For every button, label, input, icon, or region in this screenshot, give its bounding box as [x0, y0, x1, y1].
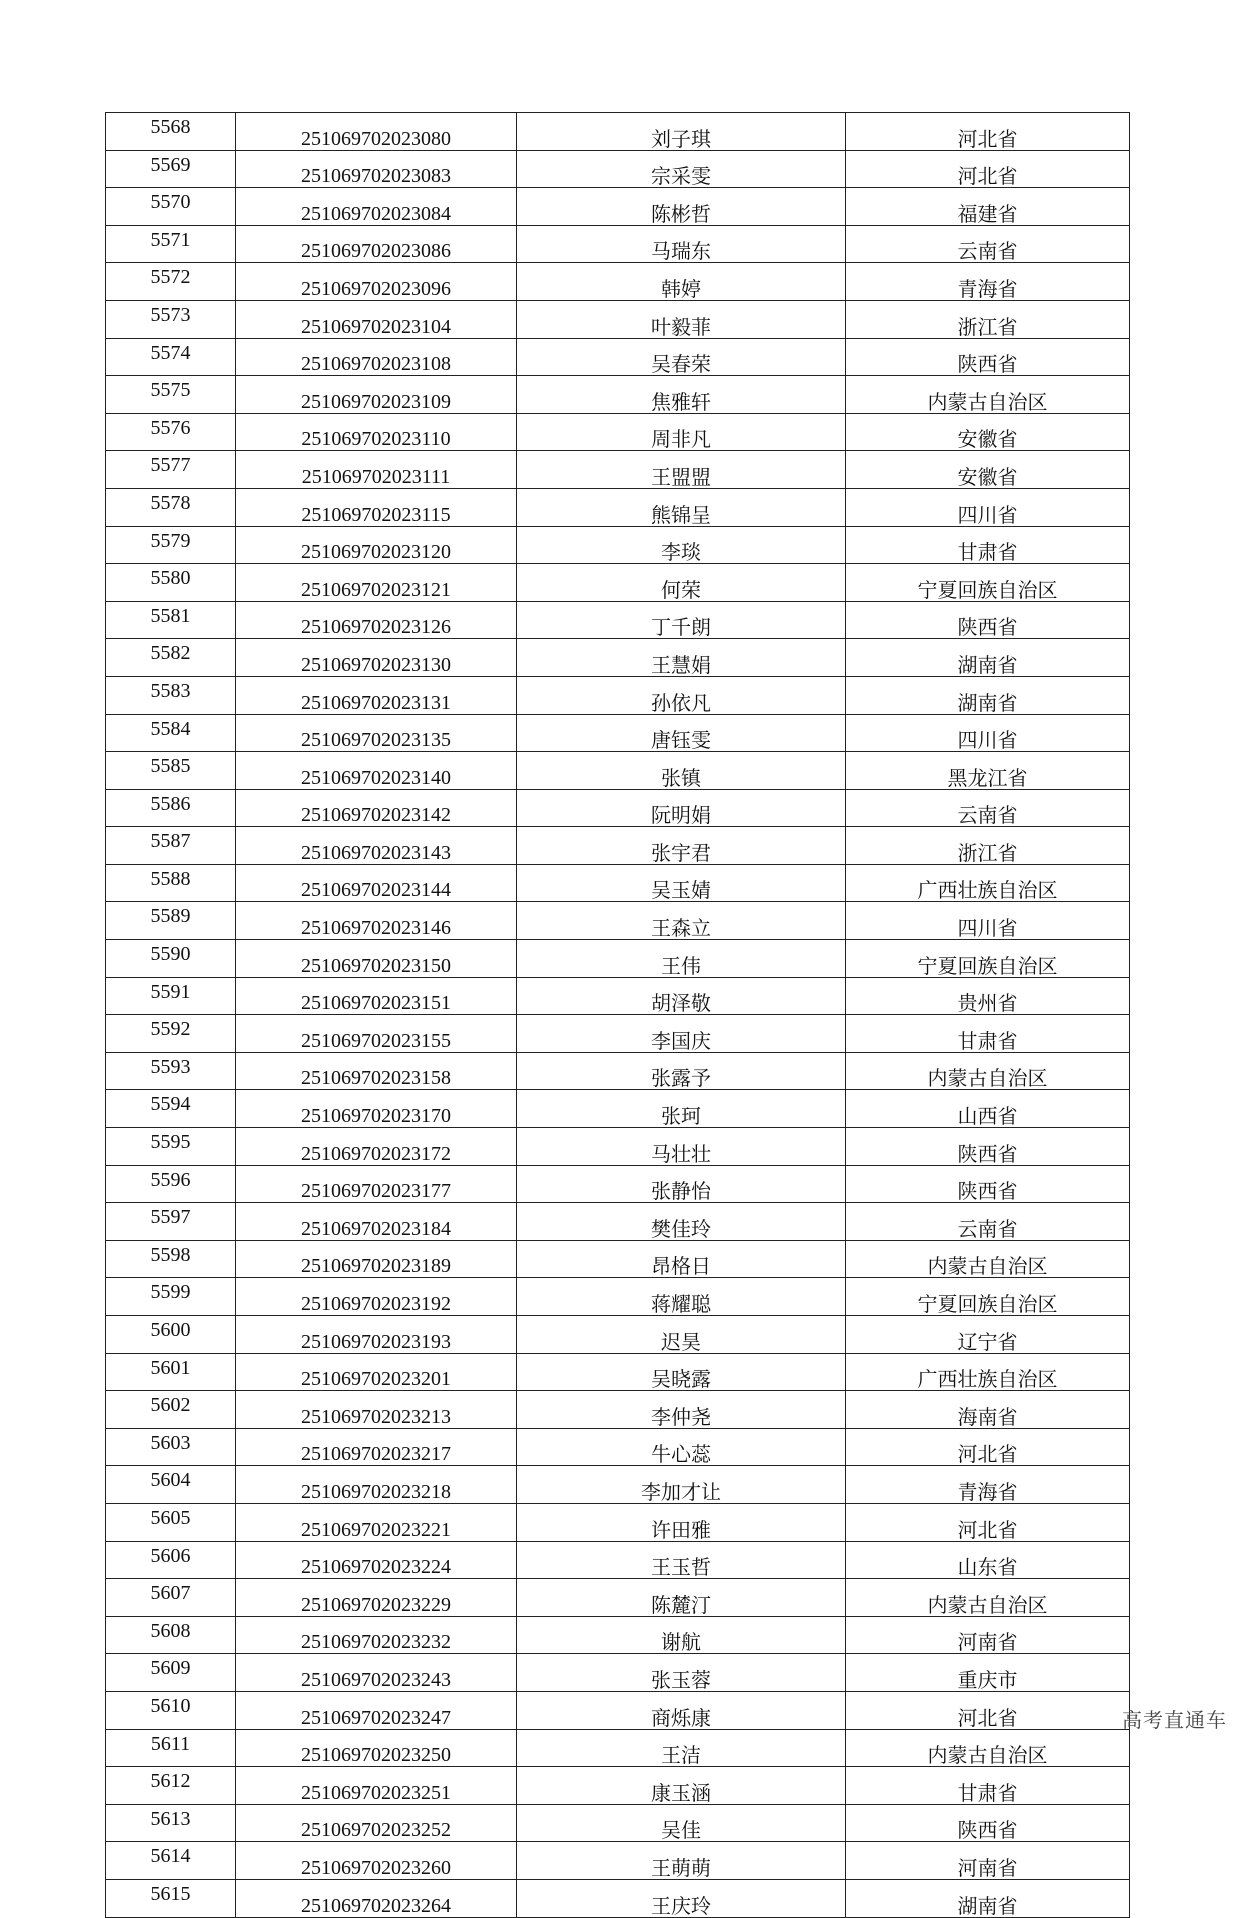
- row-exam-id: 251069702023130: [236, 639, 517, 677]
- row-province: 宁夏回族自治区: [846, 1278, 1130, 1316]
- row-seq-number: 5594: [106, 1090, 236, 1128]
- row-exam-id: 251069702023150: [236, 940, 517, 978]
- row-student-name: 阮明娟: [517, 789, 846, 827]
- row-student-name: 李国庆: [517, 1015, 846, 1053]
- table-row: [106, 1616, 1130, 1654]
- table-row: [106, 601, 1130, 639]
- table-row: [106, 1165, 1130, 1203]
- row-seq-number: 5569: [106, 150, 236, 188]
- row-exam-id: 251069702023229: [236, 1579, 517, 1617]
- row-student-name: 丁千朗: [517, 601, 846, 639]
- table-row: [106, 338, 1130, 376]
- row-student-name: 张露予: [517, 1052, 846, 1090]
- row-seq-number: 5582: [106, 639, 236, 677]
- row-province: 贵州省: [846, 977, 1130, 1015]
- table-row: [106, 1466, 1130, 1504]
- row-seq-number: 5578: [106, 488, 236, 526]
- row-seq-number: 5610: [106, 1691, 236, 1729]
- row-seq-number: 5606: [106, 1541, 236, 1579]
- row-seq-number: 5593: [106, 1052, 236, 1090]
- row-province: 黑龙江省: [846, 752, 1130, 790]
- table-row: [106, 263, 1130, 301]
- row-exam-id: 251069702023213: [236, 1391, 517, 1429]
- row-province: 广西壮族自治区: [846, 1353, 1130, 1391]
- table-row: [106, 1316, 1130, 1354]
- roster-table: [105, 112, 1130, 1918]
- row-exam-id: 251069702023170: [236, 1090, 517, 1128]
- row-exam-id: 251069702023243: [236, 1654, 517, 1692]
- row-exam-id: 251069702023109: [236, 376, 517, 414]
- row-student-name: 李琰: [517, 526, 846, 564]
- row-province: 内蒙古自治区: [846, 376, 1130, 414]
- row-exam-id: 251069702023142: [236, 789, 517, 827]
- row-student-name: 唐钰雯: [517, 714, 846, 752]
- table-row: [106, 1203, 1130, 1241]
- row-province: 陕西省: [846, 601, 1130, 639]
- row-province: 河北省: [846, 1503, 1130, 1541]
- table-row: [106, 188, 1130, 226]
- row-seq-number: 5612: [106, 1767, 236, 1805]
- watermark-text: 高考直通车: [1122, 1708, 1227, 1732]
- table-row: [106, 1691, 1130, 1729]
- row-student-name: 叶毅菲: [517, 300, 846, 338]
- row-province: 湖南省: [846, 639, 1130, 677]
- row-seq-number: 5600: [106, 1316, 236, 1354]
- row-student-name: 刘子琪: [517, 113, 846, 151]
- row-province: 辽宁省: [846, 1316, 1130, 1354]
- row-exam-id: 251069702023155: [236, 1015, 517, 1053]
- row-student-name: 迟昊: [517, 1316, 846, 1354]
- row-exam-id: 251069702023172: [236, 1128, 517, 1166]
- row-student-name: 陈麓汀: [517, 1579, 846, 1617]
- row-province: 内蒙古自治区: [846, 1729, 1130, 1767]
- row-student-name: 韩婷: [517, 263, 846, 301]
- row-seq-number: 5586: [106, 789, 236, 827]
- row-exam-id: 251069702023084: [236, 188, 517, 226]
- row-exam-id: 251069702023193: [236, 1316, 517, 1354]
- row-student-name: 张玉蓉: [517, 1654, 846, 1692]
- table-row: [106, 1090, 1130, 1128]
- row-seq-number: 5602: [106, 1391, 236, 1429]
- table-row: [106, 789, 1130, 827]
- row-seq-number: 5615: [106, 1879, 236, 1917]
- row-student-name: 王伟: [517, 940, 846, 978]
- row-province: 福建省: [846, 188, 1130, 226]
- table-row: [106, 827, 1130, 865]
- table-row: [106, 1804, 1130, 1842]
- table-row: [106, 1428, 1130, 1466]
- row-seq-number: 5584: [106, 714, 236, 752]
- row-exam-id: 251069702023177: [236, 1165, 517, 1203]
- row-province: 河南省: [846, 1616, 1130, 1654]
- row-student-name: 胡泽敬: [517, 977, 846, 1015]
- row-exam-id: 251069702023260: [236, 1842, 517, 1880]
- row-province: 浙江省: [846, 827, 1130, 865]
- row-student-name: 张镇: [517, 752, 846, 790]
- row-seq-number: 5613: [106, 1804, 236, 1842]
- row-student-name: 王萌萌: [517, 1842, 846, 1880]
- row-province: 云南省: [846, 1203, 1130, 1241]
- row-province: 河北省: [846, 150, 1130, 188]
- row-province: 甘肃省: [846, 1015, 1130, 1053]
- row-seq-number: 5580: [106, 564, 236, 602]
- row-exam-id: 251069702023140: [236, 752, 517, 790]
- row-student-name: 谢航: [517, 1616, 846, 1654]
- row-province: 云南省: [846, 789, 1130, 827]
- table-row: [106, 977, 1130, 1015]
- row-province: 河北省: [846, 113, 1130, 151]
- row-province: 安徽省: [846, 451, 1130, 489]
- row-seq-number: 5576: [106, 413, 236, 451]
- row-province: 湖南省: [846, 1879, 1130, 1917]
- row-exam-id: 251069702023251: [236, 1767, 517, 1805]
- row-seq-number: 5575: [106, 376, 236, 414]
- row-exam-id: 251069702023232: [236, 1616, 517, 1654]
- row-exam-id: 251069702023080: [236, 113, 517, 151]
- table-row: [106, 150, 1130, 188]
- row-exam-id: 251069702023126: [236, 601, 517, 639]
- row-student-name: 李仲尧: [517, 1391, 846, 1429]
- row-seq-number: 5598: [106, 1240, 236, 1278]
- row-exam-id: 251069702023086: [236, 225, 517, 263]
- row-exam-id: 251069702023120: [236, 526, 517, 564]
- row-exam-id: 251069702023192: [236, 1278, 517, 1316]
- row-province: 安徽省: [846, 413, 1130, 451]
- row-student-name: 王森立: [517, 902, 846, 940]
- row-student-name: 康玉涵: [517, 1767, 846, 1805]
- row-seq-number: 5597: [106, 1203, 236, 1241]
- row-seq-number: 5592: [106, 1015, 236, 1053]
- table-row: [106, 1842, 1130, 1880]
- table-row: [106, 413, 1130, 451]
- table-row: [106, 1353, 1130, 1391]
- row-province: 甘肃省: [846, 1767, 1130, 1805]
- table-row: [106, 113, 1130, 151]
- row-student-name: 昂格日: [517, 1240, 846, 1278]
- row-student-name: 王玉哲: [517, 1541, 846, 1579]
- row-student-name: 张静怡: [517, 1165, 846, 1203]
- row-province: 四川省: [846, 714, 1130, 752]
- row-province: 四川省: [846, 488, 1130, 526]
- row-student-name: 何荣: [517, 564, 846, 602]
- row-seq-number: 5604: [106, 1466, 236, 1504]
- row-province: 内蒙古自治区: [846, 1052, 1130, 1090]
- row-seq-number: 5572: [106, 263, 236, 301]
- row-seq-number: 5570: [106, 188, 236, 226]
- row-student-name: 王慧娟: [517, 639, 846, 677]
- row-student-name: 吴晓露: [517, 1353, 846, 1391]
- row-student-name: 王洁: [517, 1729, 846, 1767]
- row-exam-id: 251069702023158: [236, 1052, 517, 1090]
- row-province: 河南省: [846, 1842, 1130, 1880]
- row-exam-id: 251069702023115: [236, 488, 517, 526]
- row-province: 宁夏回族自治区: [846, 564, 1130, 602]
- row-student-name: 商烁康: [517, 1691, 846, 1729]
- table-row: [106, 1052, 1130, 1090]
- row-exam-id: 251069702023201: [236, 1353, 517, 1391]
- table-row: [106, 1654, 1130, 1692]
- table-row: [106, 1503, 1130, 1541]
- table-row: [106, 225, 1130, 263]
- row-student-name: 蒋耀聪: [517, 1278, 846, 1316]
- row-student-name: 樊佳玲: [517, 1203, 846, 1241]
- row-exam-id: 251069702023131: [236, 676, 517, 714]
- row-student-name: 李加才让: [517, 1466, 846, 1504]
- row-exam-id: 251069702023108: [236, 338, 517, 376]
- row-student-name: 王盟盟: [517, 451, 846, 489]
- row-exam-id: 251069702023252: [236, 1804, 517, 1842]
- row-province: 湖南省: [846, 676, 1130, 714]
- table-row: [106, 451, 1130, 489]
- row-seq-number: 5605: [106, 1503, 236, 1541]
- row-exam-id: 251069702023146: [236, 902, 517, 940]
- row-seq-number: 5608: [106, 1616, 236, 1654]
- row-seq-number: 5591: [106, 977, 236, 1015]
- row-seq-number: 5609: [106, 1654, 236, 1692]
- table-row: [106, 1729, 1130, 1767]
- row-exam-id: 251069702023135: [236, 714, 517, 752]
- row-exam-id: 251069702023217: [236, 1428, 517, 1466]
- table-row: [106, 1240, 1130, 1278]
- row-province: 甘肃省: [846, 526, 1130, 564]
- row-seq-number: 5568: [106, 113, 236, 151]
- row-seq-number: 5585: [106, 752, 236, 790]
- row-seq-number: 5599: [106, 1278, 236, 1316]
- table-row: [106, 639, 1130, 677]
- row-seq-number: 5581: [106, 601, 236, 639]
- row-province: 四川省: [846, 902, 1130, 940]
- row-exam-id: 251069702023218: [236, 1466, 517, 1504]
- row-student-name: 许田雅: [517, 1503, 846, 1541]
- row-exam-id: 251069702023111: [236, 451, 517, 489]
- row-exam-id: 251069702023104: [236, 300, 517, 338]
- row-seq-number: 5603: [106, 1428, 236, 1466]
- row-student-name: 周非凡: [517, 413, 846, 451]
- row-seq-number: 5614: [106, 1842, 236, 1880]
- row-seq-number: 5596: [106, 1165, 236, 1203]
- row-province: 陕西省: [846, 1128, 1130, 1166]
- row-exam-id: 251069702023096: [236, 263, 517, 301]
- table-row: [106, 376, 1130, 414]
- row-seq-number: 5601: [106, 1353, 236, 1391]
- row-exam-id: 251069702023110: [236, 413, 517, 451]
- row-province: 陕西省: [846, 1165, 1130, 1203]
- row-student-name: 牛心蕊: [517, 1428, 846, 1466]
- row-seq-number: 5607: [106, 1579, 236, 1617]
- row-exam-id: 251069702023224: [236, 1541, 517, 1579]
- row-student-name: 焦雅轩: [517, 376, 846, 414]
- row-seq-number: 5573: [106, 300, 236, 338]
- table-row: [106, 488, 1130, 526]
- table-row: [106, 940, 1130, 978]
- row-province: 云南省: [846, 225, 1130, 263]
- roster-body: [106, 113, 1130, 1918]
- table-row: [106, 714, 1130, 752]
- row-seq-number: 5571: [106, 225, 236, 263]
- row-student-name: 马瑞东: [517, 225, 846, 263]
- row-student-name: 吴玉婧: [517, 864, 846, 902]
- row-exam-id: 251069702023250: [236, 1729, 517, 1767]
- table-row: [106, 300, 1130, 338]
- row-province: 内蒙古自治区: [846, 1579, 1130, 1617]
- table-row: [106, 1541, 1130, 1579]
- row-seq-number: 5574: [106, 338, 236, 376]
- table-row: [106, 1767, 1130, 1805]
- row-seq-number: 5595: [106, 1128, 236, 1166]
- row-student-name: 马壮壮: [517, 1128, 846, 1166]
- row-province: 青海省: [846, 1466, 1130, 1504]
- row-seq-number: 5583: [106, 676, 236, 714]
- row-exam-id: 251069702023189: [236, 1240, 517, 1278]
- row-province: 内蒙古自治区: [846, 1240, 1130, 1278]
- row-province: 山西省: [846, 1090, 1130, 1128]
- row-seq-number: 5588: [106, 864, 236, 902]
- table-row: [106, 1128, 1130, 1166]
- row-student-name: 宗采雯: [517, 150, 846, 188]
- row-student-name: 孙依凡: [517, 676, 846, 714]
- row-seq-number: 5589: [106, 902, 236, 940]
- row-student-name: 王庆玲: [517, 1879, 846, 1917]
- row-exam-id: 251069702023247: [236, 1691, 517, 1729]
- row-province: 浙江省: [846, 300, 1130, 338]
- row-student-name: 张珂: [517, 1090, 846, 1128]
- row-exam-id: 251069702023144: [236, 864, 517, 902]
- row-seq-number: 5590: [106, 940, 236, 978]
- row-province: 山东省: [846, 1541, 1130, 1579]
- table-row: [106, 526, 1130, 564]
- row-province: 陕西省: [846, 1804, 1130, 1842]
- row-province: 青海省: [846, 263, 1130, 301]
- row-seq-number: 5577: [106, 451, 236, 489]
- table-row: [106, 1579, 1130, 1617]
- row-province: 宁夏回族自治区: [846, 940, 1130, 978]
- table-row: [106, 1879, 1130, 1917]
- row-seq-number: 5587: [106, 827, 236, 865]
- table-row: [106, 864, 1130, 902]
- row-province: 重庆市: [846, 1654, 1130, 1692]
- row-student-name: 陈彬哲: [517, 188, 846, 226]
- table-row: [106, 752, 1130, 790]
- row-student-name: 吴佳: [517, 1804, 846, 1842]
- row-student-name: 吴春荣: [517, 338, 846, 376]
- row-exam-id: 251069702023121: [236, 564, 517, 602]
- row-province: 河北省: [846, 1691, 1130, 1729]
- row-seq-number: 5579: [106, 526, 236, 564]
- row-province: 海南省: [846, 1391, 1130, 1429]
- row-student-name: 熊锦呈: [517, 488, 846, 526]
- row-province: 陕西省: [846, 338, 1130, 376]
- row-exam-id: 251069702023151: [236, 977, 517, 1015]
- row-exam-id: 251069702023083: [236, 150, 517, 188]
- table-row: [106, 1015, 1130, 1053]
- row-seq-number: 5611: [106, 1729, 236, 1767]
- table-row: [106, 676, 1130, 714]
- table-row: [106, 564, 1130, 602]
- table-row: [106, 1391, 1130, 1429]
- row-exam-id: 251069702023184: [236, 1203, 517, 1241]
- row-student-name: 张宇君: [517, 827, 846, 865]
- row-province: 广西壮族自治区: [846, 864, 1130, 902]
- table-row: [106, 1278, 1130, 1316]
- row-exam-id: 251069702023264: [236, 1879, 517, 1917]
- row-exam-id: 251069702023143: [236, 827, 517, 865]
- row-province: 河北省: [846, 1428, 1130, 1466]
- row-exam-id: 251069702023221: [236, 1503, 517, 1541]
- table-row: [106, 902, 1130, 940]
